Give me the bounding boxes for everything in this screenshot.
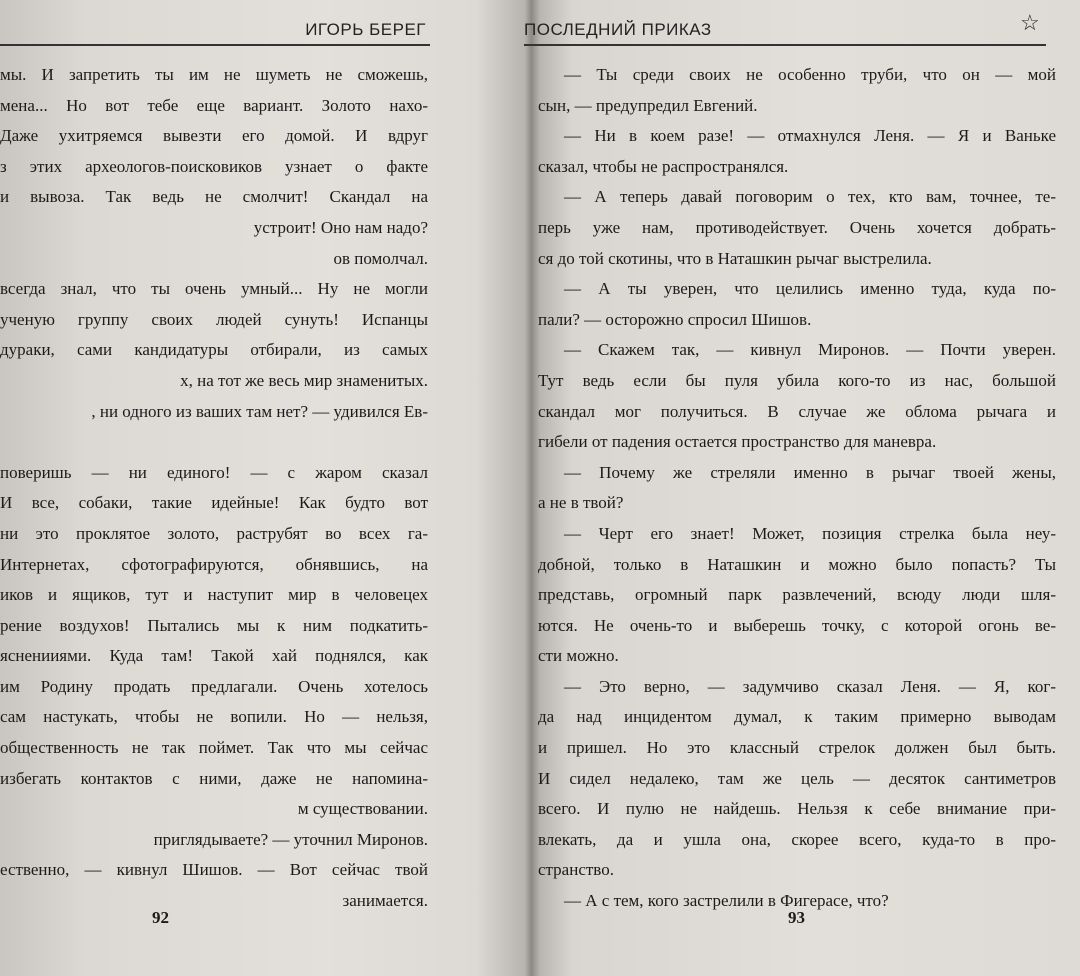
text-line: и пришел. Но это классный стрелок должен был быть. xyxy=(538,738,1056,758)
text-line: Интернетах, сфотографируются, обнявшись, на xyxy=(0,554,428,574)
text-line: всегда знал, что ты очень умный... Ну не могли xyxy=(0,279,428,299)
text-line: з этих археологов-поисковиков узнает о факте xyxy=(0,156,428,176)
text-line: мена... Но вот тебе еще вариант. Золото нахо- xyxy=(0,95,428,115)
text-line: иков и ящиков, тут и наступит мир в человецех xyxy=(0,585,428,605)
text-line xyxy=(0,427,428,458)
text-line: добной, только в Наташкин и можно было попасть? Ты xyxy=(538,554,1056,574)
text-line: гибели от падения остается пространство для маневра. xyxy=(538,432,937,452)
text-line: Даже ухитряемся вывезти его домой. И вдруг xyxy=(0,126,428,146)
text-line: устроит! Оно нам надо? xyxy=(253,217,428,237)
text-line: — А теперь давай поговорим о тех, кто вам, точнее, те- xyxy=(564,187,1056,207)
left-header-rule xyxy=(0,44,430,46)
text-line: ются. Не очень-то и выберешь точку, с которой огонь ве- xyxy=(538,615,1056,635)
text-line: представь, огромный парк развлечений, всюду люди шля- xyxy=(538,585,1056,605)
text-line: общественность не так поймет. Так что мы сейчас xyxy=(0,738,428,758)
text-line: ученую группу своих людей сунуть! Испанцы xyxy=(0,309,428,329)
left-page xyxy=(0,0,490,976)
text-line: сам настукать, чтобы не вопили. Но — нельзя, xyxy=(0,707,428,727)
text-line: х, на тот же весь мир знаменитых. xyxy=(180,370,428,390)
text-line: — Это верно, — задумчиво сказал Леня. — Я, ког- xyxy=(564,676,1056,696)
text-line: сказал, чтобы не распространялся. xyxy=(538,156,789,176)
left-page-text xyxy=(0,60,428,917)
text-line: ся до той скотины, что в Наташкин рычаг выстрелила. xyxy=(538,248,932,268)
text-line: — Ни в коем разе! — отмахнулся Леня. — Я и Ваньке xyxy=(564,126,1056,146)
text-line: — Почему же стреляли именно в рычаг твоей жены, xyxy=(564,462,1056,482)
text-line: рение воздухов! Пытались мы к ним подкатить- xyxy=(0,615,428,635)
text-line: странство. xyxy=(538,860,614,880)
text-line: ясненииями. Куда там! Такой хай поднялся, как xyxy=(0,646,428,666)
text-line: ни это проклятое золото, раструбят во всех га- xyxy=(0,523,428,543)
text-line: мы. И запретить ты им не шуметь не сможешь, xyxy=(0,65,428,84)
text-line: И сидел недалеко, там же цель — десяток сантиметров xyxy=(538,768,1056,788)
right-page-number: 93 xyxy=(788,908,805,927)
right-running-head: ПОСЛЕДНИЙ ПРИКАЗ xyxy=(524,20,712,39)
text-line: влекать, да и ушла она, скорее всего, куда-то в про- xyxy=(538,829,1056,849)
text-line: — А с тем, кого застрелили в Фигерасе, что? xyxy=(564,891,889,911)
text-line: а не в твой? xyxy=(538,493,624,513)
text-line: — Ты среди своих не особенно труби, что он — мой xyxy=(564,65,1056,84)
text-line: занимается. xyxy=(342,891,428,911)
text-line: — А ты уверен, что целились именно туда, куда по- xyxy=(564,279,1056,299)
text-line: дураки, сами кандидатуры отбирали, из самых xyxy=(0,340,428,360)
text-line: — Черт его знает! Может, позиция стрелка была неу- xyxy=(564,523,1056,543)
left-page-number: 92 xyxy=(152,908,169,927)
text-line: и вывоза. Так ведь не смолчит! Скандал на xyxy=(0,187,428,207)
right-header-rule xyxy=(524,44,1046,46)
right-page-text xyxy=(538,60,1056,917)
text-line: сти можно. xyxy=(538,646,619,666)
right-page xyxy=(500,0,1080,976)
text-line: пали? — осторожно спросил Шишов. xyxy=(538,309,812,329)
text-line: поверишь — ни единого! — с жаром сказал xyxy=(0,462,428,482)
text-line: да над инцидентом думал, к таким примерно выводам xyxy=(538,707,1056,727)
text-line: избегать контактов с ними, даже не напомина- xyxy=(0,768,428,788)
text-line: И все, собаки, такие идейные! Как будто вот xyxy=(0,493,428,513)
text-line: м существовании. xyxy=(297,799,428,819)
text-line: Тут ведь если бы пуля убила кого-то из нас, большой xyxy=(538,370,1056,390)
text-line: скандал мог получиться. В случае же облома рычага и xyxy=(538,401,1056,421)
text-line: — Скажем так, — кивнул Миронов. — Почти уверен. xyxy=(564,340,1056,360)
text-line: им Родину продать предлагали. Очень хотелось xyxy=(0,676,428,696)
text-line: всего. И пулю не найдешь. Нельзя к себе внимание при- xyxy=(538,799,1056,819)
text-line: сын, — предупредил Евгений. xyxy=(538,95,758,115)
text-line: ов помолчал. xyxy=(333,248,428,268)
text-line: ественно, — кивнул Шишов. — Вот сейчас твой xyxy=(0,860,428,880)
left-running-head: ИГОРЬ БЕРЕГ xyxy=(305,20,426,39)
text-line: , ни одного из ваших там нет? — удивился Ев- xyxy=(91,401,428,421)
text-line: приглядываете? — уточнил Миронов. xyxy=(153,829,428,849)
text-line: перь уже нам, противодействует. Очень хочется добрать- xyxy=(538,217,1056,237)
star-icon: ☆ xyxy=(1020,10,1040,35)
